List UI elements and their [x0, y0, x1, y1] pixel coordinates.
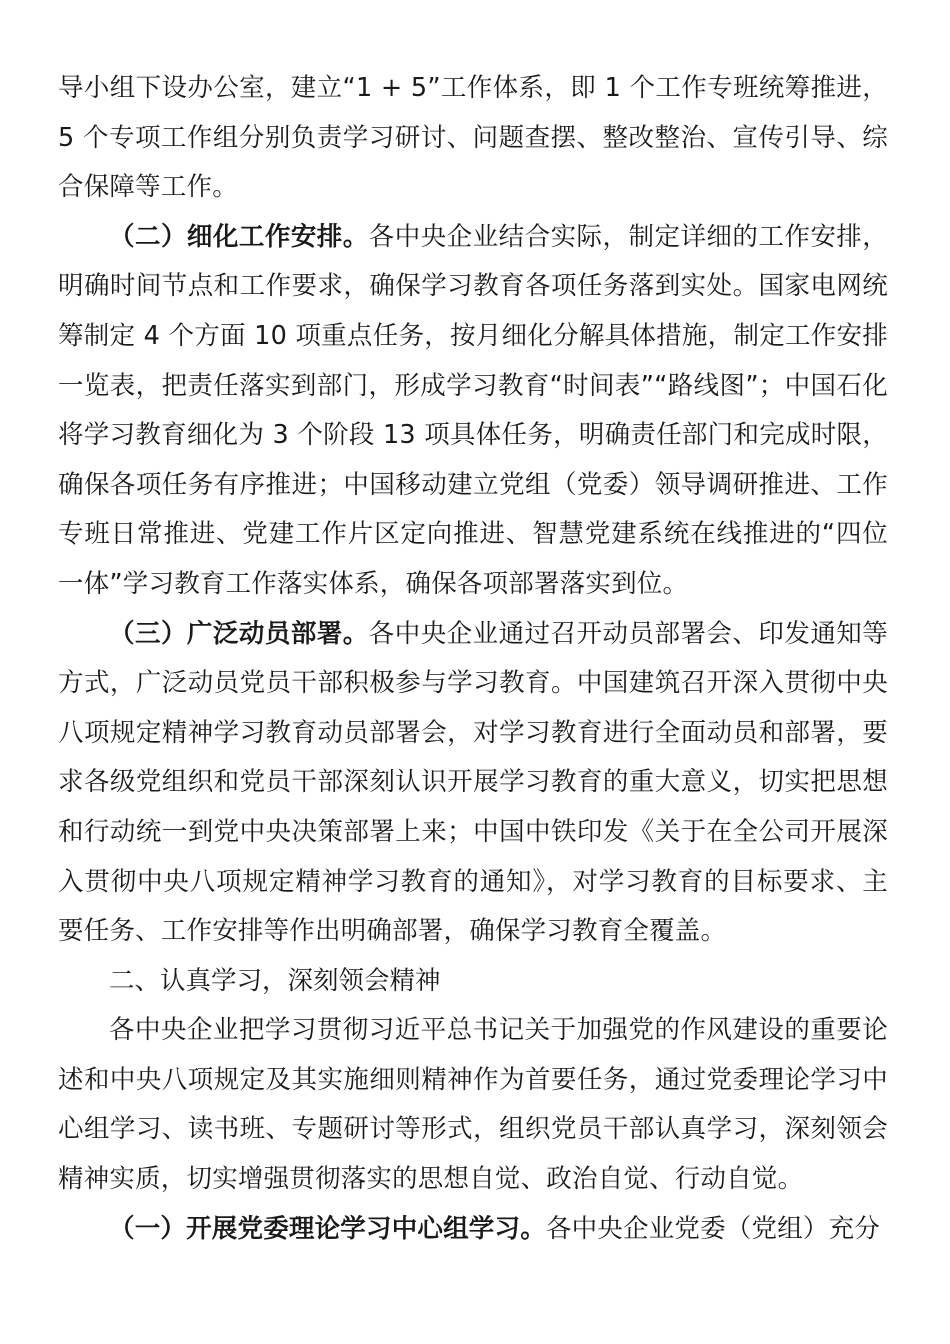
- paragraph-text: 各中央企业结合实际，制定详细的工作安排，明确时间节点和工作要求，确保学习教育各项任务落到实处。国家电网统筹制定 4 个方面 10 项重点任务，按月细化分解具体措施，制定工作安排一览表，把责任落实到部门，形成学习教育“时间表”“路线图”；中国石化将学习教育细化为 3 个阶段 13 项具体任务，明确责任部门和完成时限，确保各项任务有序推进；中国移动建立党组（党委）领导调研推进、工作专班日常推进、党建工作片区定向推进、智慧党建系统在线推进的“四位一体”学习教育工作落实体系，确保各项部署落实到位。: [58, 221, 888, 599]
- paragraph-section-intro: [58, 1006, 888, 1204]
- paragraph-lead-heading: （三）广泛动员部署。: [109, 618, 369, 649]
- paragraph-text: 各中央企业党委（党组）充分: [545, 1213, 881, 1244]
- paragraph-text: 各中央企业通过召开动员部署会、印发通知等方式，广泛动员党员干部积极参与学习教育。中国建筑召开深入贯彻中央八项规定精神学习教育动员部署会，对学习教育进行全面动员和部署，要求各级党组织和党员干部深刻认识开展学习教育的重大意义，切实把思想和行动统一到党中央决策部署上来；中国中铁印发《关于在全公司开展深入贯彻中央八项规定精神学习教育的通知》，对学习教育的目标要求、主要任务、工作安排等作出明确部署，确保学习教育全覆盖。: [58, 618, 888, 947]
- paragraph-lead-heading: （一）开展党委理论学习中心组学习。: [109, 1213, 546, 1244]
- paragraph-mobilize-deployment: [58, 610, 888, 957]
- paragraph-text: 导小组下设办公室，建立“1 + 5”工作体系，即 1 个工作专班统筹推进，5 个专项工作组分别负责学习研讨、问题查摆、整改整治、宣传引导、综合保障等工作。: [58, 73, 888, 203]
- paragraph-refine-arrangements: [58, 213, 888, 610]
- paragraph-central-group-study: [58, 1205, 888, 1255]
- section-heading: 二、认真学习，深刻领会精神: [109, 965, 441, 996]
- paragraph-continued: [58, 64, 888, 213]
- document-page: [58, 64, 888, 1254]
- paragraph-text: 各中央企业把学习贯彻习近平总书记关于加强党的作风建设的重要论述和中央八项规定及其实施细则精神作为首要任务，通过党委理论学习中心组学习、读书班、专题研讨等形式，组织党员干部认真学习，深刻领会精神实质，切实增强贯彻落实的思想自觉、政治自觉、行动自觉。: [58, 1015, 888, 1195]
- paragraph-lead-heading: （二）细化工作安排。: [109, 221, 369, 252]
